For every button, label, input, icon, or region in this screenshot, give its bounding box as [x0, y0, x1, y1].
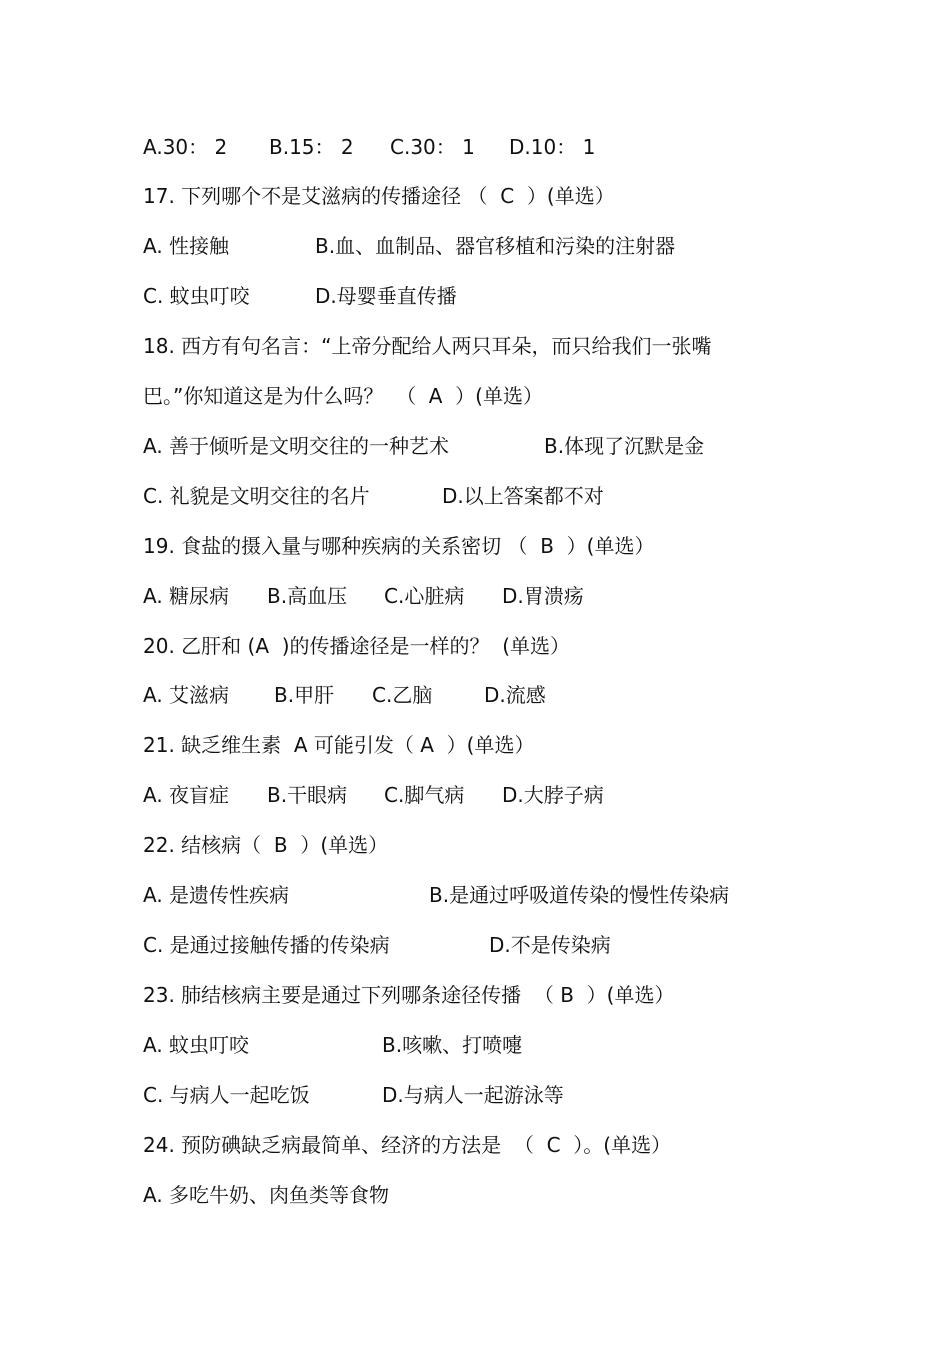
option-line	[143, 481, 604, 511]
option-c: C.30： 1	[390, 135, 475, 159]
option-c: C.脚气病	[384, 783, 465, 807]
option-b: B.干眼病	[267, 783, 348, 807]
option-b: B.咳嗽、打喷嚏	[382, 1033, 523, 1057]
option-d: D.不是传染病	[489, 933, 611, 957]
option-c: C. 礼貌是文明交往的名片	[143, 484, 370, 508]
question-text: 18. 西方有句名言：“上帝分配给人两只耳朵，而只给我们一张嘴	[143, 334, 712, 358]
option-b: B.高血压	[267, 584, 348, 608]
option-line	[143, 1180, 390, 1210]
question-text: 17. 下列哪个不是艾滋病的传播途径 （ C ）(单选）	[143, 184, 615, 208]
option-b: B.是通过呼吸道传染的慢性传染病	[429, 883, 730, 907]
option-c: C.乙脑	[372, 683, 433, 707]
option-c: C. 与病人一起吃饭	[143, 1083, 310, 1107]
question-text: 21. 缺乏维生素 A 可能引发（ A ）(单选）	[143, 733, 535, 757]
question-text: 24. 预防碘缺乏病最简单、经济的方法是 （ C ）。(单选）	[143, 1133, 672, 1157]
option-line	[143, 780, 604, 810]
option-a: A. 多吃牛奶、肉鱼类等食物	[143, 1183, 390, 1207]
option-a: A. 善于倾听是文明交往的一种艺术	[143, 434, 450, 458]
question-text: 23. 肺结核病主要是通过下列哪条途径传播 （ B ）(单选）	[143, 983, 675, 1007]
question-19	[143, 531, 655, 561]
option-c: C. 蚊虫叮咬	[143, 284, 250, 308]
option-d: D.大脖子病	[502, 783, 604, 807]
option-a: A. 艾滋病	[143, 683, 230, 707]
option-line	[143, 1030, 523, 1060]
question-23	[143, 980, 675, 1010]
option-line	[143, 1080, 564, 1110]
option-b: B.15： 2	[269, 135, 354, 159]
option-d: D.流感	[484, 683, 546, 707]
option-c: C. 是通过接触传播的传染病	[143, 933, 390, 957]
option-a: A. 夜盲症	[143, 783, 230, 807]
option-d: D.母婴垂直传播	[315, 284, 457, 308]
option-line	[143, 880, 730, 910]
option-line	[143, 680, 546, 710]
option-line	[143, 930, 611, 960]
option-a: A. 蚊虫叮咬	[143, 1033, 250, 1057]
question-text: 20. 乙肝和 (A )的传播途径是一样的？ (单选）	[143, 634, 571, 658]
question-text: 19. 食盐的摄入量与哪种疾病的关系密切 （ B ）(单选）	[143, 534, 655, 558]
option-line	[143, 431, 705, 461]
question-24	[143, 1130, 672, 1160]
option-line	[143, 581, 584, 611]
option-c: C.心脏病	[384, 584, 465, 608]
question-17	[143, 181, 615, 211]
option-d: D.与病人一起游泳等	[382, 1083, 564, 1107]
option-d: D.胃溃疡	[502, 584, 584, 608]
option-line	[143, 132, 596, 162]
question-20	[143, 631, 571, 661]
option-a: A. 性接触	[143, 234, 230, 258]
option-b: B.体现了沉默是金	[544, 434, 705, 458]
question-18	[143, 331, 712, 361]
option-a: A.30： 2	[143, 135, 228, 159]
option-d: D.10： 1	[509, 135, 596, 159]
question-18-continued	[143, 381, 543, 411]
question-text: 22. 结核病（ B ）(单选）	[143, 833, 389, 857]
option-d: D.以上答案都不对	[442, 484, 604, 508]
option-b: B.血、血制品、器官移植和污染的注射器	[315, 234, 676, 258]
question-text: 巴。”你知道这是为什么吗？ （ A ）(单选）	[143, 384, 543, 408]
option-a: A. 是遗传性疾病	[143, 883, 290, 907]
option-line	[143, 231, 676, 261]
option-a: A. 糖尿病	[143, 584, 230, 608]
question-21	[143, 730, 535, 760]
option-line	[143, 281, 457, 311]
option-b: B.甲肝	[274, 683, 335, 707]
question-22	[143, 830, 389, 860]
